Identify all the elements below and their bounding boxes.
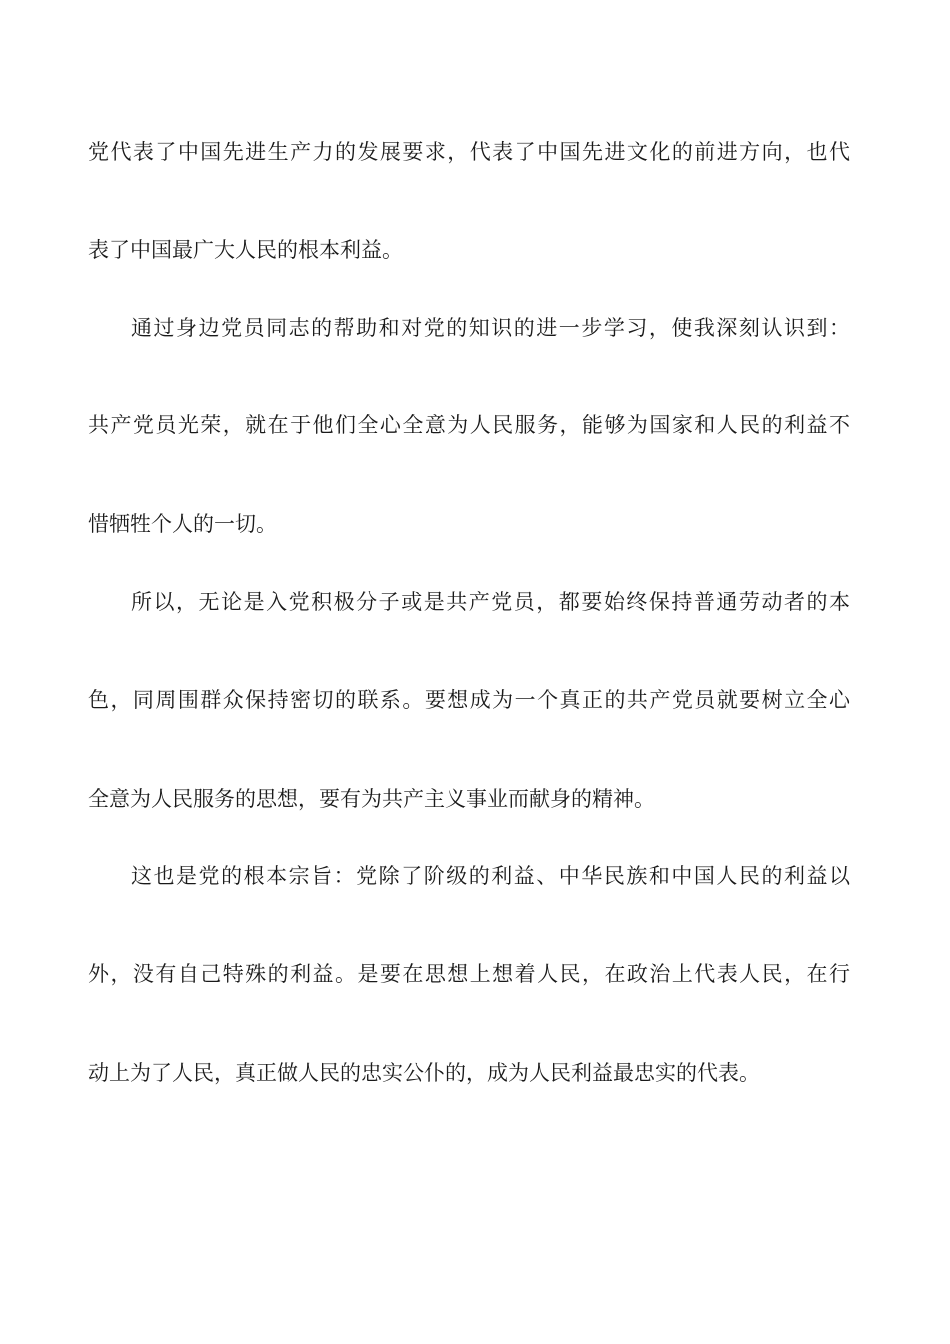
text-line: 全意为人民服务的思想，要有为共产主义事业而献身的精神。 <box>88 787 655 811</box>
text-line: 惜牺牲个人的一切。 <box>88 512 277 536</box>
text-line: 动上为了人民，真正做人民的忠实公仆的，成为人民利益最忠实的代表。 <box>88 1061 760 1085</box>
paragraph-first-line: 这也是党的根本宗旨：党除了阶级的利益、中华民族和中国人民的利益以 <box>131 864 850 888</box>
text-line: 外，没有自己特殊的利益。是要在思想上想着人民，在政治上代表人民，在行 <box>88 962 850 986</box>
paragraph-first-line: 所以，无论是入党积极分子或是共产党员，都要始终保持普通劳动者的本 <box>131 590 850 614</box>
text-line: 表了中国最广大人民的根本利益。 <box>88 238 403 262</box>
text-line: 色，同周围群众保持密切的联系。要想成为一个真正的共产党员就要树立全心 <box>88 688 850 712</box>
paragraph-first-line: 通过身边党员同志的帮助和对党的知识的进一步学习，使我深刻认识到： <box>131 316 850 340</box>
text-line: 党代表了中国先进生产力的发展要求，代表了中国先进文化的前进方向，也代 <box>88 140 850 164</box>
text-line: 共产党员光荣，就在于他们全心全意为人民服务，能够为国家和人民的利益不 <box>88 413 850 437</box>
